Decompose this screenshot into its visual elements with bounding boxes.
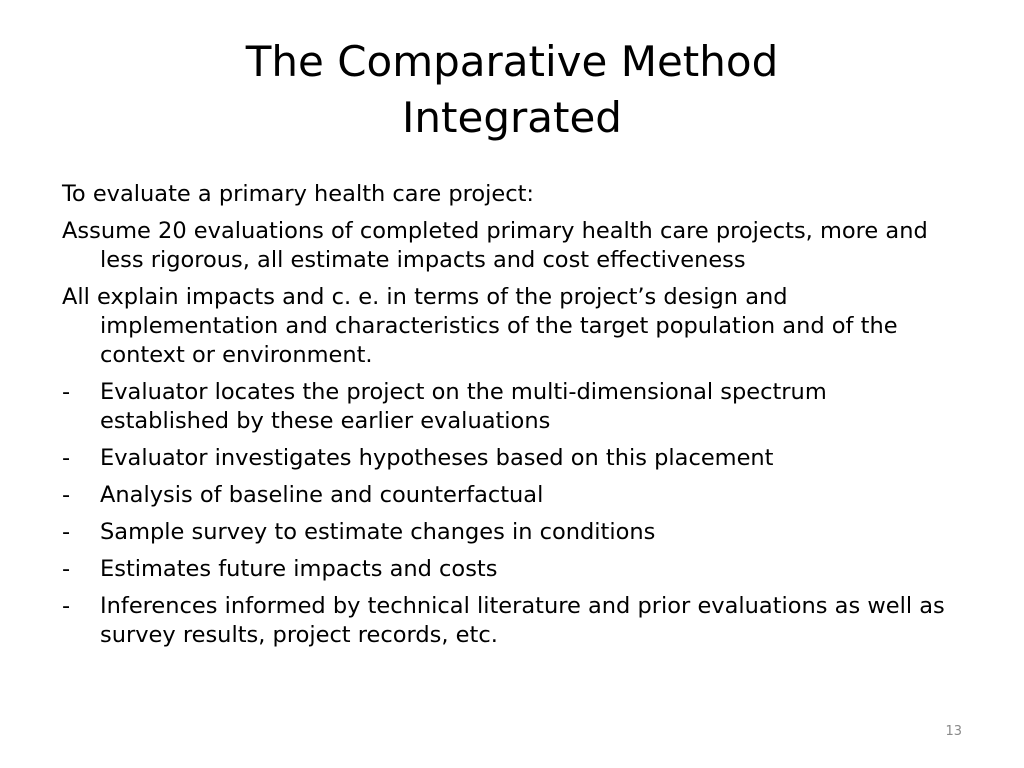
bullet-text: Estimates future impacts and costs xyxy=(100,556,498,582)
bullet-item xyxy=(62,378,962,436)
slide-body xyxy=(62,180,962,658)
bullet-item xyxy=(62,592,962,650)
dash-bullet-marker: - xyxy=(62,379,71,405)
dash-bullet-marker: - xyxy=(62,445,71,471)
bullet-text: Sample survey to estimate changes in conditions xyxy=(100,519,656,545)
bullet-item xyxy=(62,555,962,584)
bullet-text: Inferences informed by technical literature and prior evaluations as well as survey results, project records, etc. xyxy=(100,593,945,648)
dash-bullet-marker: - xyxy=(62,482,71,508)
slide-title-line: Integrated xyxy=(402,93,622,142)
bullet-text: Analysis of baseline and counterfactual xyxy=(100,482,544,508)
body-paragraph: To evaluate a primary health care project: xyxy=(62,181,535,207)
bullet-item xyxy=(62,518,962,547)
bullet-item xyxy=(62,481,962,510)
slide-title xyxy=(100,34,924,146)
bullet-text: Evaluator locates the project on the multi-dimensional spectrum established by these earlier evaluations xyxy=(100,379,827,434)
body-paragraph: All explain impacts and c. e. in terms of the project’s design and implementation and characteristics of the target population and of the context or environment. xyxy=(62,284,898,368)
body-paragraph: Assume 20 evaluations of completed primary health care projects, more and less rigorous, all estimate impacts and cost effectiveness xyxy=(62,218,928,273)
dash-bullet-marker: - xyxy=(62,556,71,582)
bullet-item xyxy=(62,444,962,473)
dash-bullet-marker: - xyxy=(62,519,71,545)
slide-title-line: The Comparative Method xyxy=(245,37,779,86)
page-number: 13 xyxy=(945,724,962,739)
bullet-text: Evaluator investigates hypotheses based on this placement xyxy=(100,445,774,471)
dash-bullet-marker: - xyxy=(62,593,71,619)
